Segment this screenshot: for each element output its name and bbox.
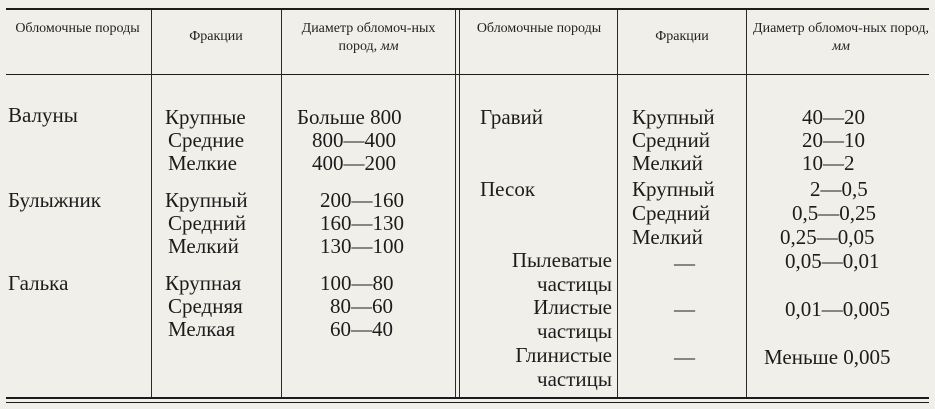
bottom-rule-thin [6, 402, 929, 403]
diameter: 0,25—0,05 [780, 225, 875, 249]
bottom-rule [6, 397, 929, 399]
diameter: 400—200 [312, 151, 396, 175]
diameter: 0,01—0,005 [785, 297, 890, 321]
header-fractions-left: Фракции [189, 29, 243, 44]
fraction: Средний [632, 201, 710, 225]
column-divider [617, 10, 618, 397]
diameter: 200—160 [320, 188, 404, 212]
rock-name: Глинистые частицы [515, 343, 612, 391]
diameter: 160—130 [320, 211, 404, 235]
rock-name: Валуны [8, 103, 78, 127]
fraction: Средняя [168, 294, 243, 318]
top-rule [6, 8, 929, 10]
header-rock-type-left: Обломочные породы [15, 21, 140, 36]
fraction: Средний [632, 128, 710, 152]
rock-name: Булыжник [8, 188, 101, 212]
header-diameter-right: Диаметр обломоч-ных пород, мм [753, 21, 929, 54]
column-divider [746, 10, 747, 397]
rock-name: Гравий [480, 105, 544, 129]
diameter: 40—20 [802, 105, 865, 129]
fraction: Крупный [632, 105, 715, 129]
column-divider [151, 10, 152, 397]
fraction: — [674, 297, 695, 321]
rock-name: Песок [480, 177, 536, 201]
center-divider [455, 10, 456, 397]
fraction: Крупные [165, 105, 246, 129]
fraction: Крупный [165, 188, 248, 212]
rock-name: Галька [8, 271, 69, 295]
diameter: 130—100 [320, 234, 404, 258]
fraction: Крупная [165, 271, 242, 295]
fraction: — [674, 251, 695, 275]
diameter: 0,05—0,01 [785, 249, 880, 273]
diameter: 80—60 [330, 294, 393, 318]
header-rock-type-right: Обломочные породы [476, 21, 602, 36]
diameter: Больше 800 [297, 105, 402, 129]
fraction: Средний [168, 211, 246, 235]
diameter: Меньше 0,005 [764, 345, 891, 369]
header-rule [6, 74, 929, 75]
rock-name: Илистые частицы [533, 295, 612, 343]
diameter: 20—10 [802, 128, 865, 152]
diameter: 0,5—0,25 [792, 201, 876, 225]
header-fractions-right: Фракции [655, 29, 709, 44]
fraction: Мелкий [632, 225, 703, 249]
fraction: Мелкие [168, 151, 237, 175]
fraction: Крупный [632, 177, 715, 201]
diameter: 100—80 [320, 271, 394, 295]
diameter: 60—40 [330, 317, 393, 341]
rock-name: Пылеватые частицы [511, 248, 612, 296]
fraction: — [674, 345, 695, 369]
diameter: 800—400 [312, 128, 396, 152]
fraction: Мелкая [168, 317, 236, 341]
fraction: Средние [168, 128, 245, 152]
header-diameter-left: Диаметр обломоч-ных пород, мм [301, 21, 436, 54]
fraction: Мелкий [168, 234, 239, 258]
diameter: 2—0,5 [810, 177, 868, 201]
diameter: 10—2 [802, 151, 855, 175]
fraction: Мелкий [632, 151, 703, 175]
column-divider [281, 10, 282, 397]
center-divider-2 [459, 10, 460, 397]
